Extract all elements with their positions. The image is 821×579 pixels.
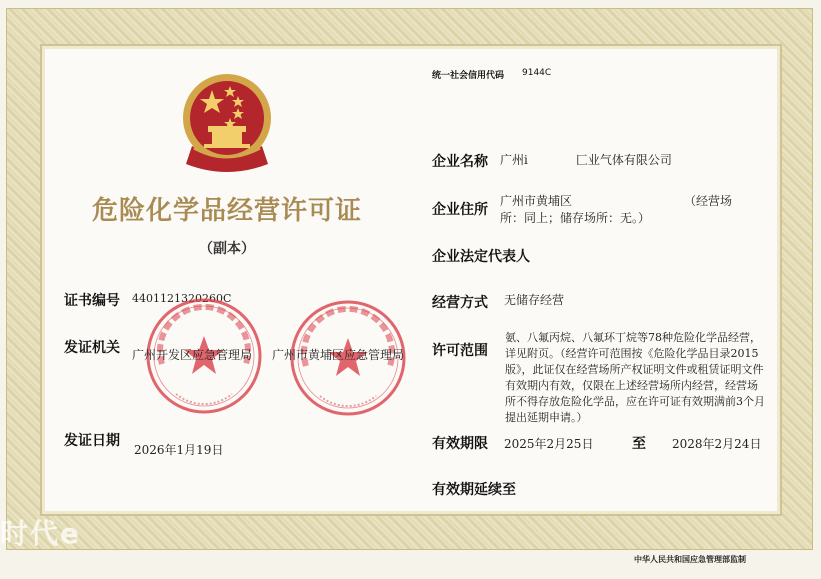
certificate-subtitle: （副本） — [199, 241, 255, 257]
company-name-value: 广州i 匚业气体有限公司 — [500, 153, 672, 167]
business-mode-value: 无储存经营 — [504, 293, 565, 307]
legal-rep-label: 企业法定代表人 — [432, 249, 530, 265]
validity-to: 2028年2月24日 — [672, 437, 762, 451]
validity-from: 2025年2月25日 — [504, 437, 594, 451]
validity-to-label: 至 — [632, 436, 646, 452]
cert-no-value: 4401121320260C — [132, 292, 232, 305]
business-mode-label: 经营方式 — [432, 295, 488, 311]
cert-no-label: 证书编号 — [64, 293, 120, 309]
company-name-label: 企业名称 — [432, 154, 488, 170]
issuer-value-2: 广州市黄埔区应急管理局 — [272, 348, 405, 362]
scope-label: 许可范围 — [432, 343, 488, 359]
certificate-title: 危险化学品经营许可证 — [92, 196, 363, 226]
address-suffix: （经营场 — [684, 194, 733, 208]
issuer-label: 发证机关 — [64, 340, 120, 356]
scope-value: 氨、八氟丙烷、八氟环丁烷等78种危险化学品经营，详见附页。（经营许可范围按《危险化学品目录2015版》，此证仅在经营场所产权证明文件或租赁证明文件有效期内有效，仅限在上述经营场所内经营，经营场所不得存放危险化学品，应在许可证有效期满前3个月提出延期申请。） — [505, 331, 765, 424]
address-value — [500, 193, 762, 227]
watermark: 时代e — [0, 517, 81, 550]
renewal-label: 有效期延续至 — [432, 482, 516, 498]
national-emblem-icon — [172, 68, 282, 180]
address-line2: 所：同上；储存场所：无。） — [500, 211, 651, 225]
validity-label: 有效期限 — [432, 436, 488, 452]
footer-text: 中华人民共和国应急管理部监制 — [634, 555, 746, 564]
issuer-value-1: 广州开发区应急管理局 — [132, 348, 253, 362]
address-line1: 广州市黄埔区 — [500, 194, 573, 208]
credit-code-value: 9144C — [522, 68, 552, 78]
address-label: 企业住所 — [432, 202, 488, 218]
issue-date-value: 2026年1月19日 — [134, 443, 224, 457]
issue-date-label: 发证日期 — [64, 433, 120, 449]
credit-code-label: 统一社会信用代码 — [432, 71, 505, 81]
